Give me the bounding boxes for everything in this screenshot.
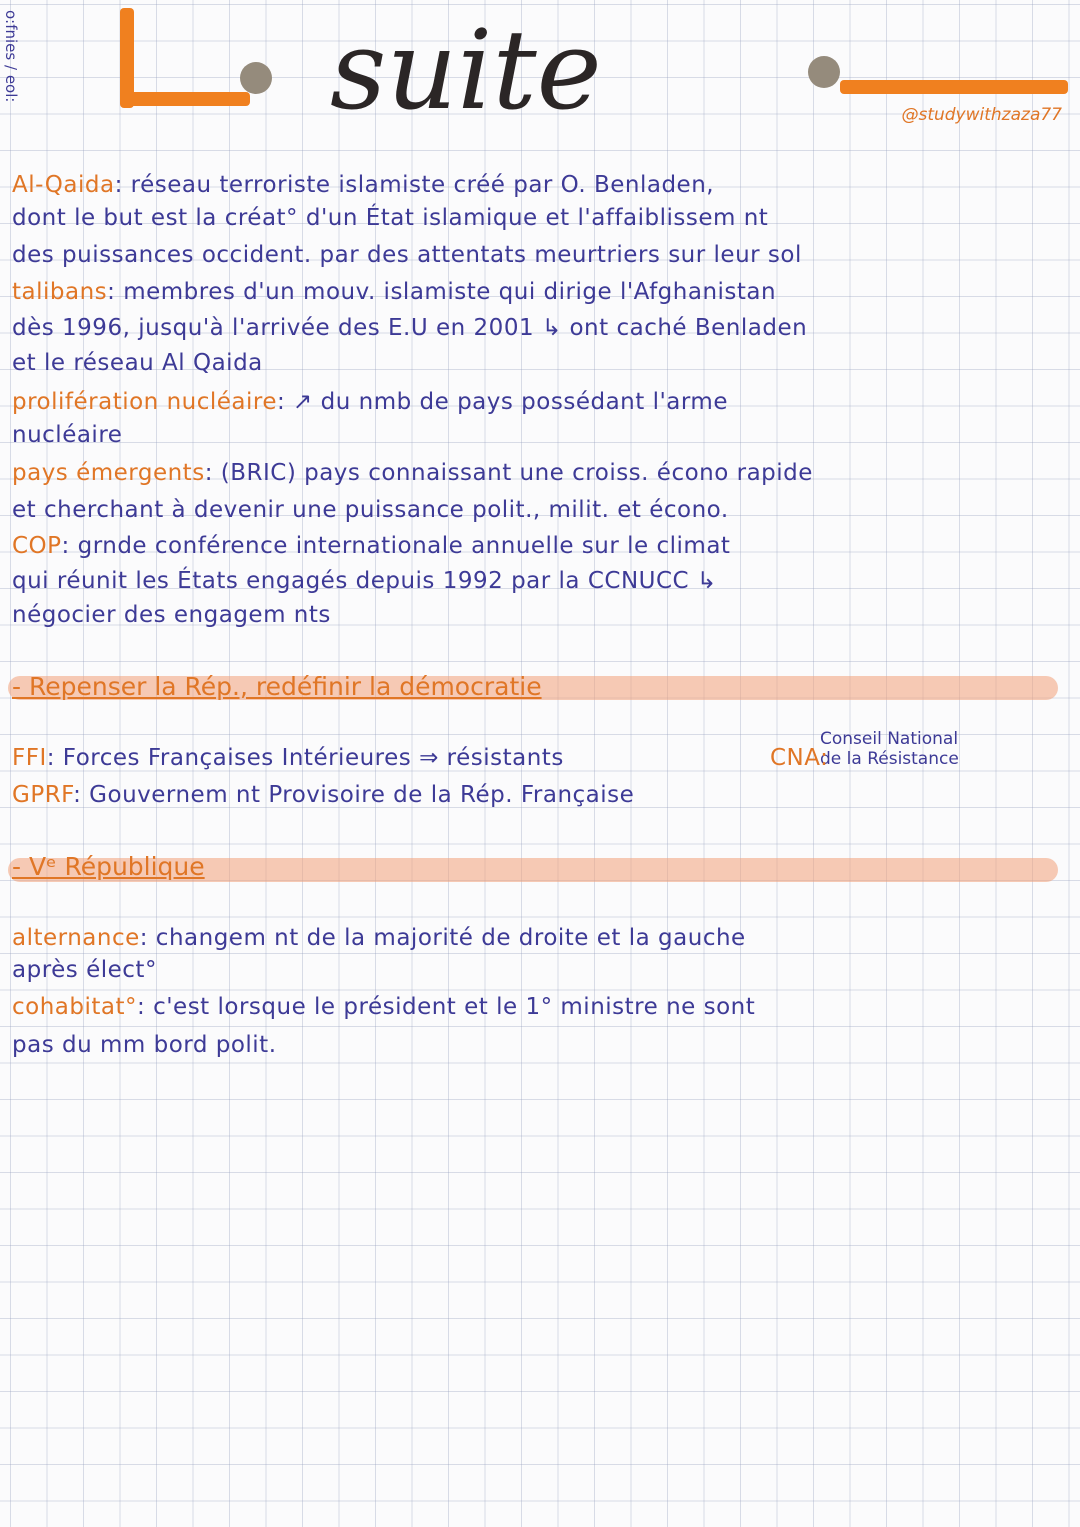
note-term: pays émergents [12, 460, 205, 486]
note-text: après élect° [12, 957, 157, 983]
note-line [12, 170, 714, 200]
note-line [12, 1030, 277, 1060]
note-line [12, 313, 807, 343]
note-term: Al-Qaida [12, 172, 115, 198]
note-line [12, 348, 263, 378]
side-note: o:fnies / eol: [2, 10, 20, 103]
note-term: cohabitat° [12, 994, 138, 1020]
note-line [12, 780, 634, 810]
note-text: et le réseau Al Qaida [12, 350, 263, 376]
note-term: alternance [12, 925, 140, 951]
title-bar-right [840, 80, 1068, 94]
note-term: talibans [12, 279, 108, 305]
note-text: dont le but est la créat° d'un État islamique et l'affaiblissem nt [12, 205, 769, 231]
note-text: pas du mm bord polit. [12, 1032, 277, 1058]
note-text: : c'est lorsque le président et le 1° ministre ne sont [137, 994, 756, 1020]
note-term: GPRF [12, 782, 74, 808]
note-line [12, 743, 564, 773]
note-text: : changem nt de la majorité de droite et la gauche [139, 925, 746, 951]
title-dot-right [808, 56, 840, 88]
note-text: qui réunit les États engagés depuis 1992 par la CCNUCC ↳ [12, 568, 717, 594]
note-text: négocier des engagem nts [12, 602, 331, 628]
note-term: prolifération nucléaire [12, 389, 277, 415]
note-text: : membres d'un mouv. islamiste qui dirige l'Afghanistan [107, 279, 777, 305]
note-text: et cherchant à devenir une puissance polit., milit. et écono. [12, 497, 729, 523]
section-heading-ve-republique: - Vᵉ République [12, 852, 205, 881]
author-handle: @studywithzaza77 [901, 105, 1062, 125]
title-dot-left [240, 62, 272, 94]
cna-definition-line1: Conseil National [820, 729, 959, 749]
note-line [12, 955, 157, 985]
note-text: : (BRIC) pays connaissant une croiss. écono rapide [204, 460, 813, 486]
note-text: : réseau terroriste islamiste créé par O. Benladen, [114, 172, 715, 198]
note-line [12, 992, 755, 1022]
note-text: nucléaire [12, 422, 123, 448]
note-text: : Forces Françaises Intérieures ⇒ résistants [46, 745, 564, 771]
note-line [12, 566, 717, 596]
note-line [12, 495, 729, 525]
note-line [12, 458, 813, 488]
cna-term: CNA: [770, 745, 829, 771]
note-line [12, 923, 746, 953]
note-text: : grnde conférence internationale annuelle sur le climat [61, 533, 731, 559]
note-text: : Gouvernem nt Provisoire de la Rép. Française [73, 782, 635, 808]
page-title: suite [330, 6, 602, 134]
note-text: dès 1996, jusqu'à l'arrivée des E.U en 2001 ↳ ont caché Benladen [12, 315, 808, 341]
note-line [12, 277, 776, 307]
note-line [12, 240, 802, 270]
note-line [12, 203, 768, 233]
note-term: COP [12, 533, 62, 559]
note-line [12, 600, 331, 630]
cna-definition-line2: de la Résistance [820, 749, 959, 769]
note-line [12, 531, 730, 561]
title-bar-left [120, 92, 250, 106]
note-text: : ↗ du nmb de pays possédant l'arme [277, 389, 728, 415]
section-heading-republique: - Repenser la Rép., redéfinir la démocratie [12, 672, 542, 701]
note-line [12, 387, 728, 417]
note-text: des puissances occident. par des attentats meurtriers sur leur sol [12, 242, 802, 268]
note-term: FFI [12, 745, 47, 771]
note-line [12, 420, 122, 450]
